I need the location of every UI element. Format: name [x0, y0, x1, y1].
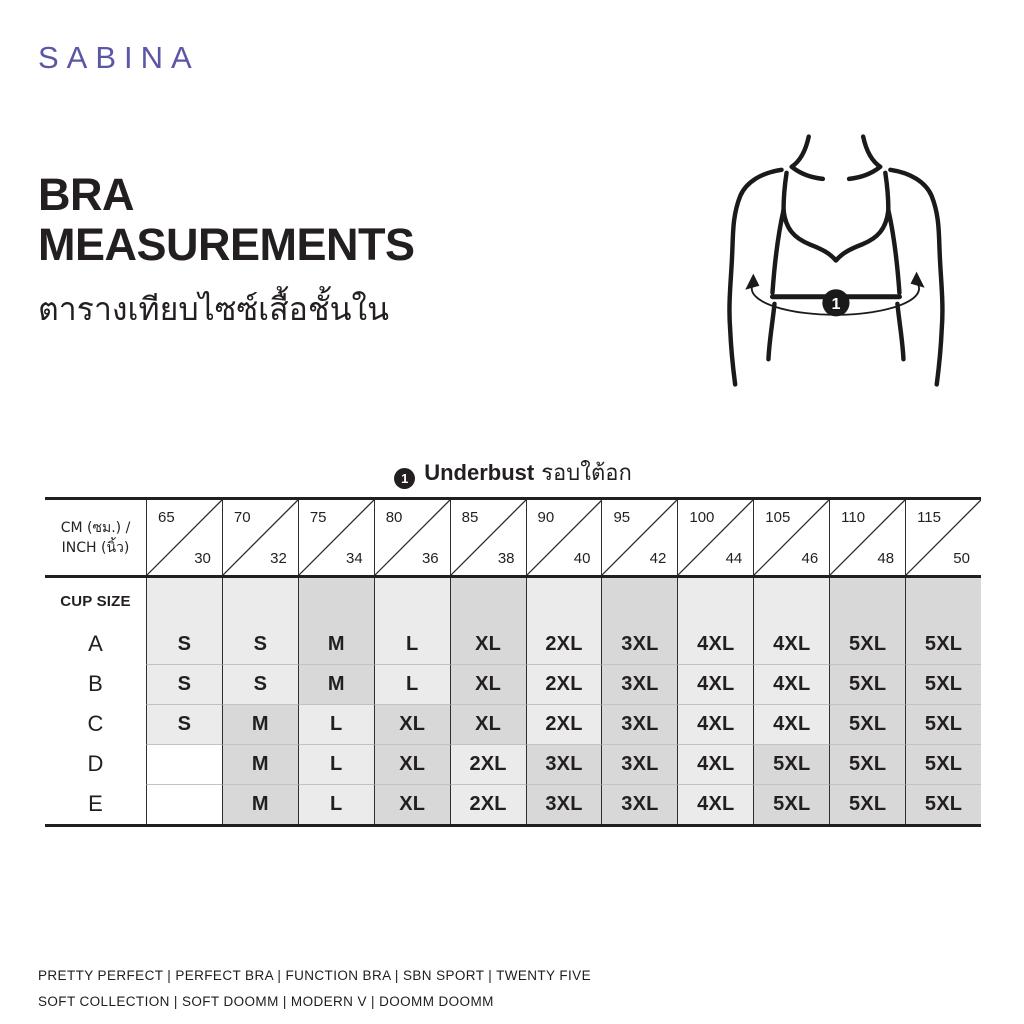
size-value: S [253, 632, 268, 655]
size-cell [905, 744, 981, 784]
size-value: 3XL [545, 753, 583, 775]
size-cell-empty [146, 784, 222, 824]
size-cell [753, 784, 829, 824]
size-cell [829, 664, 905, 704]
measurement-header-cell-115 [905, 500, 981, 575]
bra-size-table [45, 497, 981, 827]
cm-value: 80 [385, 509, 403, 526]
inch-value: 32 [270, 550, 287, 567]
size-cell [601, 624, 677, 664]
cup-letter: A [45, 624, 146, 664]
size-value: 2XL [545, 713, 583, 735]
size-value: M [327, 632, 345, 655]
size-value: 5XL [924, 793, 963, 815]
size-value: 5XL [773, 793, 811, 815]
size-cell [829, 704, 905, 744]
size-cell [222, 664, 298, 704]
size-cell [905, 624, 981, 664]
cup-size-spacer-cell [222, 578, 298, 624]
table-row-cup-D [45, 744, 981, 784]
size-value: 5XL [848, 793, 887, 815]
size-value: 5XL [848, 713, 887, 735]
size-cell [601, 704, 677, 744]
cup-letter: D [45, 744, 146, 784]
size-cell [677, 624, 753, 664]
size-value: S [177, 713, 192, 735]
size-cell [374, 624, 450, 664]
size-value: 2XL [469, 793, 507, 815]
inch-value: 30 [194, 550, 211, 567]
size-cell [829, 784, 905, 824]
size-value: 2XL [545, 673, 583, 695]
measurement-header-cell-90 [526, 500, 602, 575]
page-subtitle-thai: ตารางเทียบไซซ์เสื้อชั้นใน [38, 290, 389, 328]
size-cell [450, 704, 526, 744]
cup-size-spacer-cell [526, 578, 602, 624]
brand-logo: SABINA [38, 40, 200, 75]
bra-measurement-illustration [712, 131, 974, 389]
table-header-row [45, 500, 981, 578]
size-value: M [251, 713, 269, 735]
size-cell [222, 744, 298, 784]
page-title-line2: MEASUREMENTS [38, 219, 415, 270]
size-cell [526, 744, 602, 784]
size-value: 3XL [545, 793, 583, 815]
cm-value: 95 [613, 509, 631, 526]
cm-value: 70 [233, 509, 251, 526]
size-value: L [405, 673, 419, 695]
size-value: 2XL [545, 632, 583, 655]
size-value: 3XL [621, 753, 659, 775]
size-cell [298, 744, 374, 784]
size-cell [450, 624, 526, 664]
collections-footer [38, 963, 591, 1015]
size-cell [222, 624, 298, 664]
size-value: XL [399, 713, 426, 735]
unit-header-line1: CM (ซม.) / [60, 519, 131, 536]
inch-value: 50 [953, 550, 970, 567]
size-cell [677, 664, 753, 704]
size-value: 3XL [621, 673, 659, 695]
size-value: 5XL [924, 753, 963, 775]
cup-letter: E [45, 784, 146, 824]
size-cell [601, 664, 677, 704]
size-value: 3XL [621, 793, 659, 815]
size-cell [450, 664, 526, 704]
size-cell [905, 664, 981, 704]
size-value: 5XL [773, 753, 811, 775]
cm-value: 90 [537, 509, 555, 526]
cm-value: 100 [689, 509, 715, 526]
size-value: 4XL [697, 713, 735, 735]
size-cell [677, 744, 753, 784]
size-value: 5XL [924, 713, 963, 735]
size-cell [753, 624, 829, 664]
size-cell [526, 624, 602, 664]
size-value: 5XL [848, 673, 887, 695]
size-value: 5XL [924, 673, 963, 695]
page-title-line1: BRA [38, 169, 134, 220]
inch-value: 44 [725, 550, 743, 567]
size-cell [298, 704, 374, 744]
size-value: XL [399, 793, 426, 815]
table-row-cup-B [45, 664, 981, 704]
bra-figure-drawing [712, 131, 974, 389]
cup-size-label: CUP SIZE [45, 578, 146, 624]
cup-size-spacer-cell [677, 578, 753, 624]
size-value: L [405, 632, 419, 655]
size-cell [677, 704, 753, 744]
title-block [38, 170, 415, 335]
measurement-header-cell-65 [146, 500, 222, 575]
size-cell [222, 704, 298, 744]
measurement-header-cell-75 [298, 500, 374, 575]
cm-value: 110 [841, 509, 866, 526]
size-value: 5XL [848, 753, 887, 775]
size-cell [601, 744, 677, 784]
size-value: L [330, 713, 343, 735]
cup-size-spacer-cell [753, 578, 829, 624]
measurement-header-cell-100 [677, 500, 753, 575]
unit-header-cell [45, 500, 146, 575]
cup-letter: C [45, 704, 146, 744]
table-body [45, 578, 981, 827]
size-value: XL [399, 753, 426, 775]
size-cell [829, 624, 905, 664]
size-value: XL [475, 632, 502, 655]
size-value: L [330, 753, 343, 775]
size-cell [298, 784, 374, 824]
figure-marker-number: 1 [831, 294, 841, 313]
size-value: 5XL [924, 632, 963, 655]
size-value: M [251, 753, 269, 775]
cup-size-spacer-cell [905, 578, 981, 624]
size-cell [298, 664, 374, 704]
size-value: 4XL [697, 673, 735, 695]
inch-value: 38 [497, 550, 515, 567]
inch-value: 48 [877, 550, 895, 567]
cup-size-spacer-cell [298, 578, 374, 624]
size-value: XL [475, 673, 502, 695]
table-row-cup-E [45, 784, 981, 824]
measurement-header-cell-70 [222, 500, 298, 575]
size-value: 4XL [697, 632, 735, 655]
size-cell [753, 664, 829, 704]
size-cell [601, 784, 677, 824]
collections-footer-line1: PRETTY PERFECT | PERFECT BRA | FUNCTION BRA | SBN SPORT | TWENTY FIVE [38, 968, 591, 983]
inch-value: 36 [421, 550, 439, 567]
measurement-header-cell-95 [601, 500, 677, 575]
inch-value: 40 [573, 550, 591, 567]
size-value: S [177, 673, 192, 695]
size-value: S [177, 632, 192, 655]
inch-value: 34 [346, 550, 363, 567]
size-cell [146, 704, 222, 744]
size-cell-empty [146, 744, 222, 784]
measurement-header-cell-80 [374, 500, 450, 575]
size-cell [905, 704, 981, 744]
collections-footer-line2: SOFT COLLECTION | SOFT DOOMM | MODERN V | DOOMM DOOMM [38, 994, 494, 1009]
size-value: L [330, 793, 343, 815]
table-row-cup-C [45, 704, 981, 744]
page-title [38, 170, 415, 270]
size-cell [374, 704, 450, 744]
size-value: 3XL [621, 713, 659, 735]
size-value: 5XL [848, 632, 887, 655]
cm-value: 115 [917, 509, 941, 526]
size-value: XL [475, 713, 502, 735]
size-cell [374, 744, 450, 784]
size-cell [753, 744, 829, 784]
size-cell [526, 704, 602, 744]
table-row-cup-A [45, 624, 981, 664]
size-cell [753, 704, 829, 744]
size-cell [450, 784, 526, 824]
size-cell [526, 664, 602, 704]
cup-size-spacer-cell [146, 578, 222, 624]
cup-size-spacer-cell [450, 578, 526, 624]
measurement-header-cell-85 [450, 500, 526, 575]
size-cell [146, 624, 222, 664]
table-section-title [45, 455, 981, 490]
size-cell [905, 784, 981, 824]
size-cell [450, 744, 526, 784]
cup-size-header-row [45, 578, 981, 624]
size-cell [374, 784, 450, 824]
size-cell [222, 784, 298, 824]
size-cell [374, 664, 450, 704]
measurement-header-cell-110 [829, 500, 905, 575]
size-value: 4XL [697, 753, 735, 775]
size-cell [829, 744, 905, 784]
cup-size-spacer-cell [829, 578, 905, 624]
size-value: 2XL [469, 753, 507, 775]
size-value: 4XL [773, 713, 811, 735]
unit-header-line2: INCH (นิ้ว) [61, 539, 130, 556]
size-value: 4XL [773, 673, 811, 695]
section-title-th: รอบใต้อก [541, 461, 632, 486]
size-cell [298, 624, 374, 664]
cup-letter: B [45, 664, 146, 704]
size-value: 4XL [773, 632, 811, 655]
section-title-en: Underbust [424, 460, 535, 485]
size-cell [677, 784, 753, 824]
size-value: 3XL [621, 632, 659, 655]
cm-value: 105 [765, 509, 791, 526]
cup-size-spacer-cell [601, 578, 677, 624]
cm-value: 75 [309, 509, 327, 526]
measurement-header-cell-105 [753, 500, 829, 575]
underbust-marker-icon: 1 [394, 468, 415, 489]
size-value: M [327, 673, 345, 695]
size-value: M [251, 793, 269, 815]
size-cell [526, 784, 602, 824]
size-value: S [253, 673, 268, 695]
cm-value: 65 [158, 509, 175, 526]
inch-value: 46 [801, 550, 819, 567]
size-value: 4XL [697, 793, 735, 815]
cm-value: 85 [461, 509, 479, 526]
size-cell [146, 664, 222, 704]
cup-size-spacer-cell [374, 578, 450, 624]
inch-value: 42 [649, 550, 667, 567]
